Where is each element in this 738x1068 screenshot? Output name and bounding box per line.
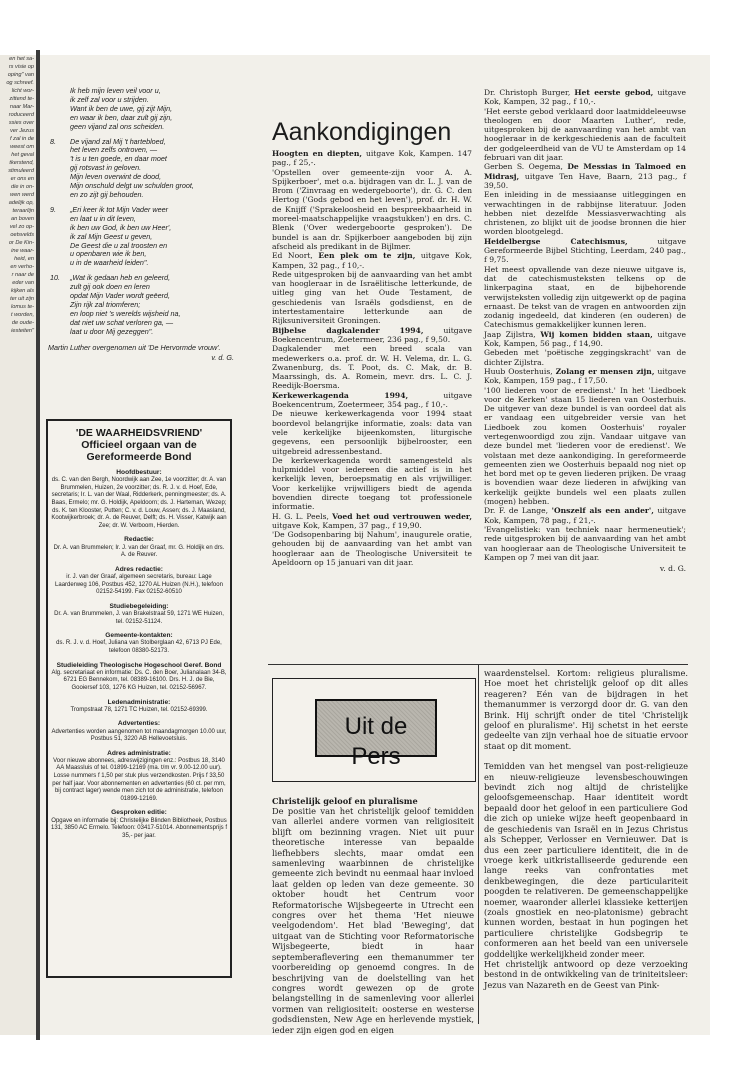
announcement-paragraph — [484, 88, 686, 107]
aankondigingen-col2 — [484, 88, 686, 658]
announcement-text: 'Evangelistiek: van techniek naar hermeneutiek'; rede uitgesproken bij de aanvaarding van het ambt van hoogleraar aan de Theologische Universiteit te Kampen op 7 mei van dit jaar. — [484, 524, 686, 562]
poem-line: en waar ik ben, daar zult gij zijn, — [70, 112, 173, 122]
announcement-text: Gerben S. Oegema, — [484, 162, 568, 172]
announcement-text: Gebeden met 'poëtische zeggingskracht' van de dichter Zijlstra. — [484, 348, 686, 367]
prev-page-line: teraarlijn — [12, 208, 34, 214]
colophon-section-text: ds. C. van den Bergh, Noordwijk aan Zee, 1e voorzitter; dr. A. van Brummelen, Huizen, 2e voorzitter; ds. R. J. v. d. Hoef, Ede, secretaris; Ir. L. van der Waal, Ridderkerk, penningmeester; ds. A. Baas, Ermelo; mr. G. Holdijk, Apeldoorn; ds. J. Harteman, Wezep; ds. K. ten Klooster, Putten; C. v. d. Louw, Assen; ds. J. Maasland, Kootwijkerbroek; dr. A. de Reuver, Delft; ds. H. Visser, Katwijk aan Zee; dr. W. Verboom, Hierden. — [51, 477, 227, 529]
announcement-text: uitgave Boekencentrum, Zoetermeer, 354 pag., f 10,-. — [272, 390, 472, 410]
poem-line: u openbaren wie ik ben, — [70, 249, 147, 259]
prev-page-line: heid, en — [14, 256, 34, 262]
announcement-paragraph — [272, 168, 472, 252]
announcement-text: 'Opstellen over gemeente-zijn voor A. A. Spijkerboer', met o.a. bijdragen van dr. L. J. van de Brom ('Zinvraag en wedergeboorte'), dr. G. C. den Hertog ('Gods gebod en het leven'), prof. dr. H. W. de Knijff ('Sprakeloosheid en bespreekbaarheid in moreel-maatschappelijke vraagstukken') en drs. C. Blenk ('Over wedergeboorte gesproken'). De bundel is aan dr. Spijkerboer aangeboden bij zijn afscheid als predikant in de Bijlmer. — [272, 167, 472, 251]
announcement-paragraph — [484, 237, 686, 265]
poem — [48, 87, 234, 417]
poem-line: en zo zijt gij behouden. — [70, 189, 144, 199]
prev-page-line: kijken als — [10, 288, 34, 294]
prev-page-line: rs visie op — [8, 64, 34, 70]
announcement-paragraph — [484, 506, 686, 525]
poem-line: en laat u in dit leven, — [70, 213, 136, 223]
poem-line: geen vijand zal ons scheiden. — [70, 121, 165, 131]
poem-signature: v. d. G. — [211, 352, 234, 362]
colophon-section-text: Advertenties worden aangenomen tot maandagmorgen 10.00 uur, Postbus 51, 3220 AB Hellevoetsluis. — [51, 728, 227, 743]
colophon-section-text: ir. J. van der Graaf, algemeen secretaris, bureau: Lage Laarderweg 106, Postbus 452, 1270 AL Huizen (N.H.), telefoon 02152-54199. Fax 02152-60510 — [55, 573, 223, 596]
uit-de-pers-plate — [315, 699, 437, 770]
poem-line: Mijn onschuld delgt uw schulden groot, — [70, 181, 194, 191]
poem-line: zult gij ook doen en leren — [70, 282, 150, 292]
prev-page-line: zittend te- — [9, 96, 34, 102]
prev-page-line: iesteiten" — [11, 328, 34, 334]
uit-de-pers-title: Uit de Pers — [344, 713, 408, 770]
poem-line: laat u door Mij gezeggen". — [70, 326, 154, 336]
announcement-text: Een inleiding in de messiaanse uitleggingen en verwachtingen in de rabbijnse literatuur. Joden hebben niet dezelfde Messiasverwachting als christenen, zo blijkt uit de joodse bronnen die hier worden blootgelegd. — [484, 190, 686, 237]
poem-line: „Eri keer ik tot Mijn Vader weer — [70, 204, 168, 214]
announcement-paragraph — [272, 409, 472, 455]
announcement-paragraph — [272, 530, 472, 567]
poem-line: en loop niet 's werelds wijsheid na, — [70, 308, 181, 318]
prev-page-line: vel zo op- — [9, 224, 34, 230]
colophon-section-text: Trompstraat 78, 1271 TC Huizen, tel. 02152-69399. — [70, 706, 208, 713]
article-text-right-p1: waardenstelsel. Kortom: religieus pluralisme. Hoe moet het christelijk geloof op dit alles reageren? Eén van de bijdragen in het themanummer is verzorgd door dr. G. van den Brink. Hij schrijft onder de titel 'Christelijk geloof en pluralisme'. Hij schetst in het eerste gedeelte van zijn verhaal hoe de situatie ervoor staat op dit moment. — [484, 668, 688, 751]
announcement-text: Het meest opvallende van deze nieuwe uitgave is, dat de catechismusteksten telkens op de linkerpagina staat, en de bijbehorende verwijsteksten volledig zijn uitgewerkt op de pagina ernaast. De tekst van de vragen en antwoorden zijn zodanig ingedeeld, dat kinderen (en ouderen) de Catechismus gemakkelijker kunnen leren. — [484, 264, 686, 330]
announcement-text: uitgave Kok, Kampen, 32 pag., f 10,-. — [272, 251, 472, 270]
colophon-section-heading: Adres redactie: — [114, 565, 163, 573]
announcement-text: uitgave Kok, Kampen, 32 pag., f 10,-. — [484, 88, 686, 107]
poem-line: opdat Mijn Vader wordt geëerd, — [70, 291, 171, 301]
colophon-section-text: Dr. A. van Brummelen; Ir. J. van der Graaf, mr. G. Holdijk en drs. A. de Reuver. — [53, 544, 225, 559]
stanza-number: 10. — [50, 273, 60, 283]
colophon-section-text: Opgave en informatie bij: Christelijke Blinden Bibliotheek, Postbus 131, 3850 AC Ermelo. Telefoon: 03417-51014. Abonnementsprijs f 35,- per jaar. — [51, 817, 228, 839]
colophon-box — [46, 419, 232, 978]
book-title: Kerkewerkagenda 1994, — [272, 390, 409, 400]
announcement-text: Jaap Zijlstra, — [484, 329, 541, 339]
prev-page-line: roduceerd — [8, 112, 34, 118]
colophon-section-heading: Ledenadministratie: — [107, 698, 171, 706]
announcement-paragraph — [484, 107, 686, 163]
colophon-section-heading: Studieleiding Theologische Hogeschool Geref. Bond — [56, 661, 222, 669]
announcement-text: Huub Oosterhuis, — [484, 366, 556, 376]
article-title: Christelijk geloof en pluralisme — [272, 796, 418, 806]
article-text-right-p3: Het christelijk antwoord op deze verzoeking bestond in de ontwikkeling van de triniteitsleer: Jezus van Nazareth en de Geest van Pink- — [484, 958, 688, 990]
colophon-section-text: Voor nieuwe abonnees, adreswijzigingen enz.: Postbus 18, 3140 AA Maassluis of tel. 01899-12169 (ma. t/m vr. 9.00-12.00 uur). Losse nummers f 1,50 per stuk plus verzendkosten. Prijs f 33,50 per half jaar. Voor abonnementen en advertenties (60 ct. per mm, bij contract lager) wende men zich tot de administratie, telefoon 01899-12169. — [52, 757, 226, 802]
announcement-paragraph — [272, 344, 472, 390]
announcement-text: Dr. Christoph Burger, — [484, 88, 575, 97]
announcement-text: Rede uitgesproken bij de aanvaarding van het ambt van hoogleraar in de Israëlitische letterkunde, de uitleg ging van het Oude Testament, de geschiedenis van Israëls godsdienst, en de intertestamentaire letterkunde aan de Rijksuniversiteit Groningen. — [272, 269, 472, 326]
prev-page-line: naar Mar- — [9, 104, 34, 110]
announcement-paragraph — [484, 330, 686, 349]
aankondigingen-col1 — [272, 118, 472, 658]
announcement-text: uitgave Boekencentrum, Zoetermeer, 236 pag., f 9,50. — [272, 325, 472, 344]
stanza-number: 8. — [50, 136, 56, 146]
poem-line: gij rotsvast in geloven. — [70, 163, 142, 173]
poem-stanza — [48, 206, 234, 268]
announcement-text: Dr. F. de Lange, — [484, 506, 552, 516]
poem-line: ik zelf zal voor u strijden. — [70, 94, 149, 104]
announcement-paragraph — [272, 326, 472, 345]
book-title: Het eerste gebod, — [574, 88, 654, 97]
prev-page-line: lomus te- — [10, 304, 34, 310]
prev-page-line: er ons en — [10, 176, 34, 182]
prev-page-line: adelijk op, — [8, 200, 34, 206]
poem-line: dat niet uw schat verloren ga, — — [70, 317, 174, 327]
prev-page-line: tkerstend, — [9, 160, 34, 166]
prev-page-line: en het sa- — [9, 56, 34, 62]
poem-line: u in de waarheid leiden". — [70, 258, 149, 268]
announcement-paragraph — [484, 265, 686, 330]
prev-page-line: wen werd — [10, 192, 34, 198]
colophon-subtitle: Officieel orgaan van de Gereformeerde Bond — [81, 439, 197, 463]
book-title: Zolang er mensen zijn, — [555, 366, 655, 376]
prev-page-line: og schreef. — [6, 80, 34, 86]
poem-line: Ik heb mijn leven veil voor u, — [70, 86, 161, 95]
poem-line: 't is u ten goede, en daar moet — [70, 154, 167, 164]
book-title: Heidelbergse Catechismus, — [484, 236, 628, 246]
prev-page-line: die in on- — [10, 184, 34, 190]
prev-page-line: eder van — [12, 280, 34, 286]
poem-credit: Martin Luther overgenomen uit 'De Hervormde vrouw'. — [48, 342, 221, 352]
prev-page-line: en verho- — [10, 264, 34, 270]
uit-de-pers-box — [272, 678, 476, 782]
announcement-text: uitgave Kok, Kampen, 56 pag., f 14,90. — [484, 329, 686, 349]
colophon-section-heading: Studiebegeleiding: — [109, 602, 169, 610]
colophon-section-heading: Adres administratie: — [107, 749, 171, 757]
announcement-paragraph — [272, 512, 472, 531]
announcement-text: Dagkalender met een breed scala van medewerkers o.a. prof. dr. W. H. Velema, dr. L. G. Zwanenburg, ds. T. Poot, ds. C. Mak, dr. B. Maarssingh, ds. A. Romein, mevr. drs. L. C. J. Reedijk-Boersma. — [272, 344, 472, 391]
colophon-section-heading: Gesproken editie: — [111, 809, 167, 817]
poem-line: Mijn leven overwint de dood, — [70, 172, 162, 182]
announcement-paragraph — [272, 456, 472, 512]
poem-stanza — [48, 87, 234, 132]
prev-page-line: de oude- — [11, 320, 34, 326]
prev-page-line: or De Kin- — [8, 240, 34, 246]
poem-line: het leven zelfs ontroven, — — [70, 145, 158, 155]
poem-line: De Geest die u zal troosten en — [70, 240, 168, 250]
prev-page-line: ver Jezus — [10, 128, 34, 134]
prev-page-line: t worden, — [10, 312, 34, 318]
colophon-section-text: Alg. secretariaat en informatie: Ds. C. den Boer, Julianalaan 34-B, 6721 EG Bennekom, tel. 08389-16100. Drs. H. J. de Bie, Gooiersef 103, 1276 KG Huizen, tel. 02152-56967. — [51, 669, 227, 691]
colophon-section-text: ds. R. J. v. d. Hoef, Juliana van Stolberglaan 42, 6713 PJ Ede, telefoon 08380-52173. — [56, 640, 222, 654]
colophon-title: 'DE WAARHEIDSVRIEND' — [75, 427, 203, 439]
colophon-section-heading: Redactie: — [124, 536, 154, 544]
article-text-left: De positie van het christelijk geloof temidden van allerlei andere vormen van religiositeit blijft om bezinning vragen. Niet uit puur theoretische interesse van bepaalde liefhebbers slechts, maar omdat een samenleving waarbinnen de christelijke gemeente zich bevindt nu eenmaal haar invloed laat gelden op leden van deze gemeente. 30 oktober houdt het Centrum voor Reformatorische Wijsbegeerte in Utrecht een congres over het thema 'Het nieuwe veelgodendom'. Het blad 'Beweging', dat uitgaat van de Stichting voor Reformatorische Wijsbegeerte, biedt in haar septemberaflevering een themanummer ter voorbereiding op genoemd congres. In de beschrijving van de doelstelling van het congres wordt gewezen op de grote belangstelling in de samenleving voor allerlei vormen van religiositeit: oosterse en westerse godsdiensten, New Age en herlevende mystiek, ieder zijn eigen god en eigen — [272, 806, 474, 1035]
announcement-paragraph — [272, 270, 472, 326]
uit-de-pers-col1 — [272, 796, 474, 1035]
prev-page-line: ine waar- — [11, 248, 34, 254]
announcement-text: 'Het eerste gebod verklaard door laatmiddeleeuwse theologen en door Maarten Luther', rede, uitgesproken bij de aanvaarding van het ambt van hoogleraar in de kerkgeschiedenis aan de faculteit der godgeleerdheid van de VU te Amsterdam op 14 februari van dit jaar. — [484, 106, 686, 163]
poem-stanza — [48, 138, 234, 200]
book-title: Voed het oud vertrouwen weder, — [332, 511, 473, 521]
prev-page-line: an boven — [10, 216, 34, 222]
prev-page-line: licht wor- — [11, 88, 34, 94]
book-title: Een plek om te zijn, — [318, 251, 416, 261]
announcement-text: uitgave Kok, Kampen, 159 pag., f 17,50. — [484, 366, 686, 386]
book-title: De Messias in Talmoed en Midrasj, — [484, 162, 686, 181]
prev-page-line: ssies over — [8, 120, 34, 126]
colophon-section-text: Dr. A. van Brummelen, J. van Brakelstraat 59, 1271 WE Huizen, tel. 02152-51124. — [54, 610, 224, 625]
book-title: Wij komen bidden staan, — [540, 329, 653, 339]
colophon-section-heading: Advertenties: — [117, 720, 161, 728]
poem-line: Want ik ben de uwe, gij zijt Mijn, — [70, 103, 173, 113]
previous-page-fragment — [0, 55, 36, 1035]
announcement-text: uitgave Kok, Kampen, 37 pag., f 19,90. — [272, 520, 422, 530]
announcement-paragraph — [272, 149, 472, 168]
announcement-text: De kerkewerkagenda wordt samengesteld als hulpmiddel voor iedereen die actief is in het kerkelijk leven, beroepsmatig en als vrijwilliger. Voor kerkelijke vrijwilligers biedt de agenda bovendien directe toegang tot professionele informatie. — [272, 455, 472, 512]
announcement-paragraph — [272, 391, 472, 410]
announcement-text: '100 liederen voor de eredienst.' In het 'Liedboek voor de Kerken' staan 15 liederen van Oosterhuis. De uitgever van deze bundel is van oordeel dat als er vandaag een uitgebreider versie van het Liedboek zou komen Oosterhuis' royaler vertegenwoordigd zou zijn. Vandaar uitgave van deze bundel met 'liederen voor de eredienst'. We volstaan met deze aankondiging. In gereformeerde gemeenten zien we Oosterhuis bepaald nog niet op het bord met op te geven liederen prijken. De vraag is bovendien waar deze liederen in afwijking van kerkelijk geijkte bundels wel een plaats zullen (mogen) hebben. — [484, 385, 686, 507]
announcement-paragraph — [484, 162, 686, 190]
announcement-paragraph — [484, 525, 686, 562]
book-title: Bijbelse dagkalender 1994, — [272, 325, 424, 335]
prev-page-line: stimuleerd — [8, 168, 34, 174]
prev-page-line: f zal in de — [10, 136, 34, 142]
announcement-text: uitgave Gereformeerde Bijbel Stichting, Leerdam, 240 pag., f 9,75. — [484, 236, 686, 265]
poem-line: Zijn rijk zal triomferen; — [70, 299, 141, 309]
announcement-paragraph — [484, 190, 686, 236]
prev-page-line: ter uit zijn — [10, 296, 34, 302]
announcement-paragraph — [484, 348, 686, 367]
prev-page-line: oping" van — [7, 72, 34, 78]
colophon-section-heading: Gemeente-kontakten: — [105, 632, 173, 640]
prev-page-line: r naar de — [11, 272, 34, 278]
poem-stanza — [48, 274, 234, 336]
poem-line: De vijand zal Mij 't hartebloed, — [70, 136, 166, 146]
announcement-text: De nieuwe kerkewerkagenda voor 1994 staat boordevol belangrijke informatie, zoals: data van vele kerkelijke bijeenkomsten, liturgische gegevens, een persoonlijk bijbelrooster, een uitgebreid adressenbestand. — [272, 409, 472, 456]
prev-page-line: weest om — [10, 144, 34, 150]
announcement-paragraph — [484, 386, 686, 507]
announcement-text: H. G. L. Peels, — [272, 511, 333, 521]
aankondigingen-heading: Aankondigingen — [272, 118, 452, 146]
colophon-section-heading: Hoofdbestuur: — [116, 469, 162, 476]
announcement-paragraph — [272, 251, 472, 270]
announcement-paragraph — [484, 367, 686, 386]
announcement-text: uitgave Ten Have, Baarn, 213 pag., f 39,50. — [484, 171, 686, 190]
poem-line: ik ben uw God, ik ben uw Heer', — [70, 222, 172, 232]
poem-line: „Wat ik gedaan heb en geleerd, — [70, 273, 171, 283]
announcement-text: 'De Godsopenbaring bij Nahum', inaugurele oratie, gehouden bij de aanvaarding van het ambt van hoogleraar aan de Theologische Universiteit te Apeldoorn op 15 januari van dit jaar. — [272, 530, 472, 568]
column-rule — [478, 664, 479, 1024]
book-title: Hoogten en diepten, — [272, 149, 363, 158]
announcement-text: uitgave Kok, Kampen. 147 pag., f 25,-. — [272, 149, 472, 168]
aankondigingen-signature: v. d. G. — [659, 564, 686, 574]
prev-page-line: het geval — [11, 152, 34, 158]
stanza-number: 9. — [50, 204, 56, 214]
article-text-right-p2: Temidden van het mengsel van post-religieuze en nieuw-religieuze levensbeschouwingen bevindt zich nog altijd de christelijke geloofsgemeenschap. Haar identiteit wordt bepaald door het geloof in een particuliere God die zich op unieke wijze heeft geopenbaard in de geschiedenis van Israël en in Jezus Christus als Schepper, Verlosser en Vernieuwer. Dat is dus een zeer particuliere identiteit, die in de vroege kerk uitkristalliseerde gedurende een lange reeks van confrontaties met denkbewegingen, die deze particulariteit poogden te relativeren. De gemeenschappelijke noemer, waaronder allerlei klassieke ketterijen (zoals gnostiek en neo-platonisme) gebracht kunnen worden, bestaat in hun pogingen het particuliere christelijke Godsbegrip te conformeren aan het beeld van een universele goddelijke werkelijkheid zonder meer. — [484, 761, 688, 959]
book-title: 'Onszelf als een ander', — [551, 506, 654, 516]
announcement-text: uitgave Kok, Kampen, 78 pag., f 21,-. — [484, 506, 686, 525]
announcement-text: Ed Noort, — [272, 251, 319, 261]
uit-de-pers-col2 — [484, 668, 688, 1028]
poem-line: ik zal Mijn Geest u geven, — [70, 231, 153, 241]
prev-page-line: oetsvelds — [10, 232, 34, 238]
